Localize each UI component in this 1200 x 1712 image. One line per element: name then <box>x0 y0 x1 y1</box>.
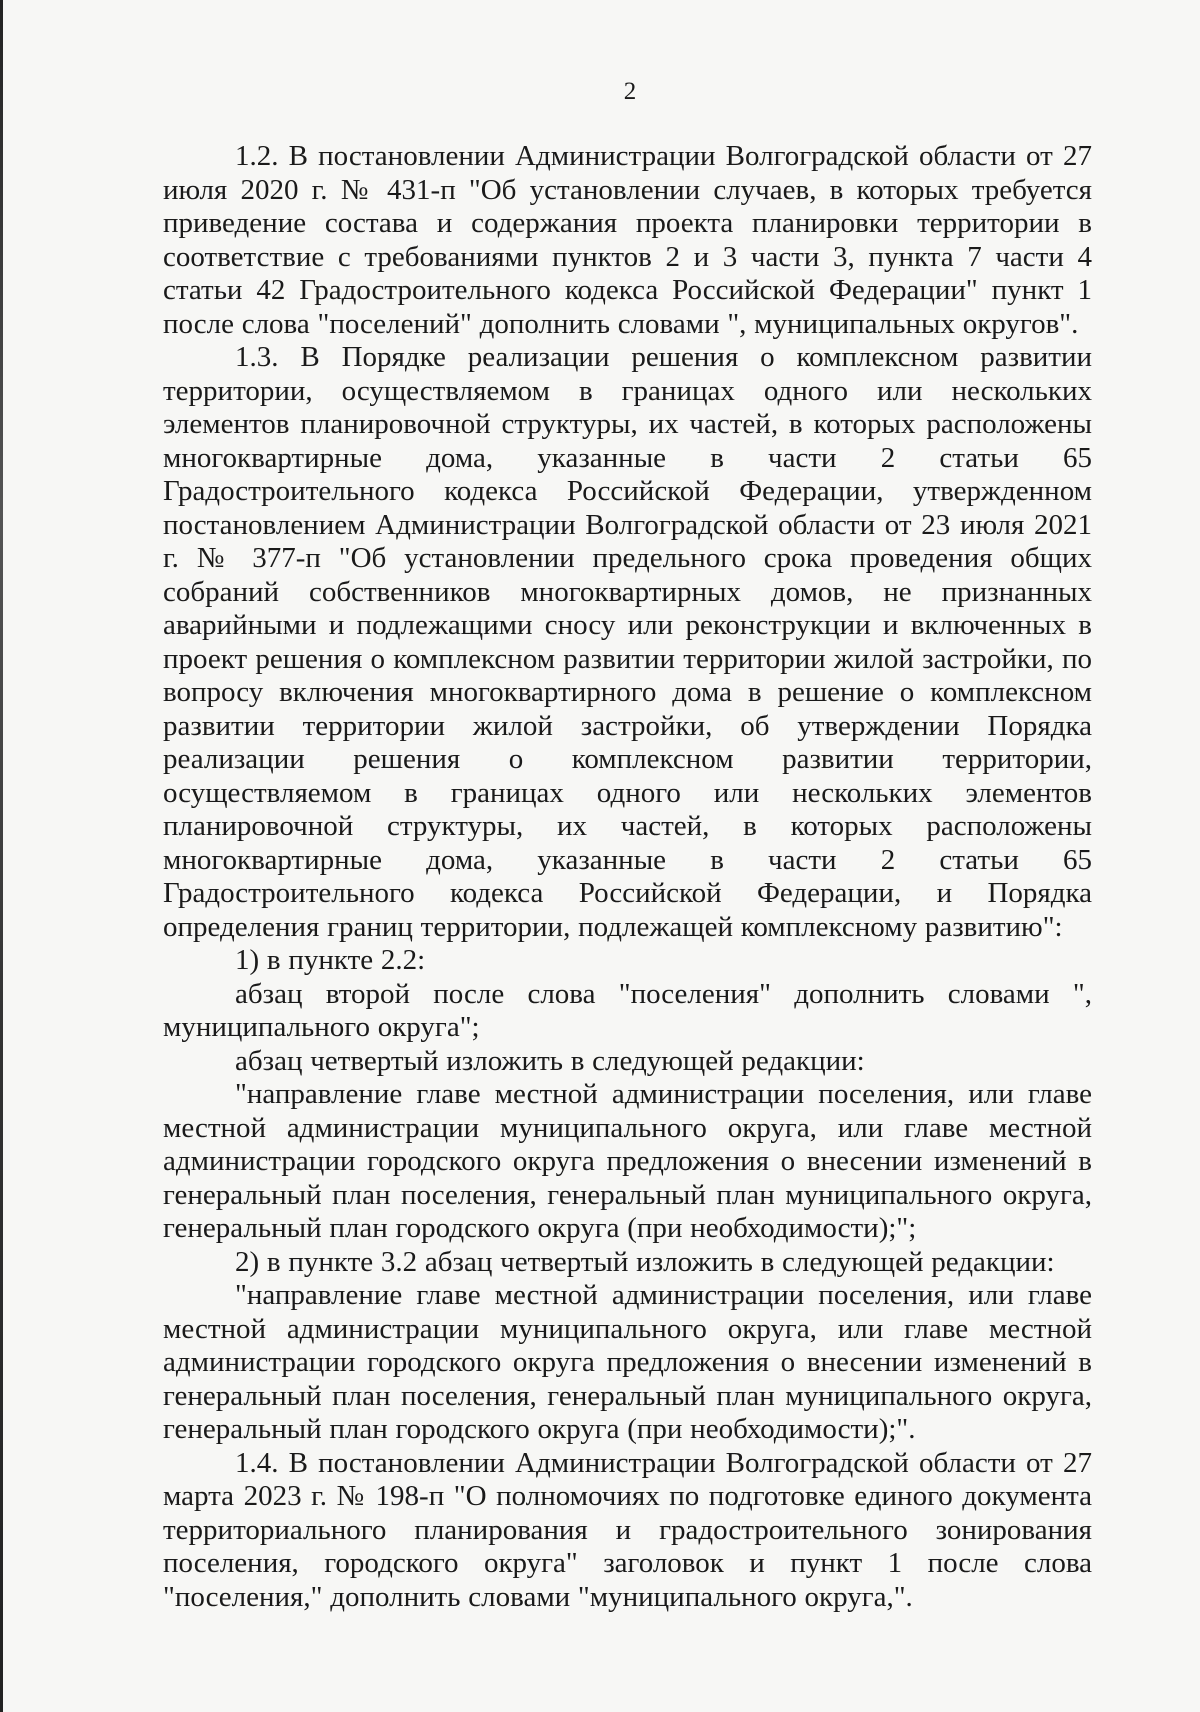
scan-edge <box>0 0 3 1712</box>
paragraph-quote-1: "направление главе местной администрации поселения, или главе местной администрации муниципального округа, или главе местной администрации городского округа предложения о внесении изменений в генеральный план поселения, генеральный план муниципального округа, генеральный план городского округа (при необходимости);"; <box>163 1078 1092 1244</box>
paragraph-quote-2: "направление главе местной администрации поселения, или главе местной администрации муниципального округа, или главе местной администрации городского округа предложения о внесении изменений в генеральный план поселения, генеральный план муниципального округа, генеральный план городского округа (при необходимости);". <box>163 1279 1092 1445</box>
paragraph-1-4: 1.4. В постановлении Администрации Волгоградской области от 27 марта 2023 г. № 198-п "О полномочиях по подготовке единого документа территориального планирования и градостроительного зонирования поселения, городского округа" заголовок и пункт 1 после слова "поселения," дополнить словами "муниципального округа,". <box>163 1446 1092 1613</box>
paragraph-subitem-2: 2) в пункте 3.2 абзац четвертый изложить в следующей редакции: <box>235 1245 1055 1278</box>
paragraph-subitem-1: 1) в пункте 2.2: <box>235 944 426 976</box>
paragraph-abzac-chetvertyy: абзац четвертый изложить в следующей редакции: <box>235 1044 865 1077</box>
paragraph-abzac-vtoroy: абзац второй после слова "поселения" дополнить словами ", муниципального округа"; <box>163 977 1092 1043</box>
document-body <box>163 140 1092 1614</box>
paragraph-1-2: 1.2. В постановлении Администрации Волгоградской области от 27 июля 2020 г. № 431-п "Об установлении случаев, в которых требуется приведение состава и содержания проекта планировки территории в соответствие с требованиями пунктов 2 и 3 части 3, пункта 7 части 4 статьи 42 Градостроительного кодекса Российской Федерации" пункт 1 после слова "поселений" дополнить словами ", муниципальных округов". <box>163 140 1092 340</box>
page-number: 2 <box>623 78 637 105</box>
paragraph-1-3: 1.3. В Порядке реализации решения о комплексном развитии территории, осуществляемом в границах одного или нескольких элементов планировочной структуры, их частей, в которых расположены многоквартирные дома, указанные в части 2 статьи 65 Градостроительного кодекса Российской Федерации, утвержденном постановлением Администрации Волгоградской области от 23 июля 2021 г. № 377-п "Об установлении предельного срока проведения общих собраний собственников многоквартирных домов, не признанных аварийными и подлежащими сносу или реконструкции и включенных в проект решения о комплексном развитии территории жилой застройки, по вопросу включения многоквартирного дома в решение о комплексном развитии территории жилой застройки, об утверждении Порядка реализации решения о комплексном развитии территории, осуществляемом в границах одного или нескольких элементов планировочной структуры, их частей, в которых расположены многоквартирные дома, указанные в части 2 статьи 65 Градостроительного кодекса Российской Федерации, и Порядка определения границ территории, подлежащей комплексному развитию": <box>163 341 1092 943</box>
